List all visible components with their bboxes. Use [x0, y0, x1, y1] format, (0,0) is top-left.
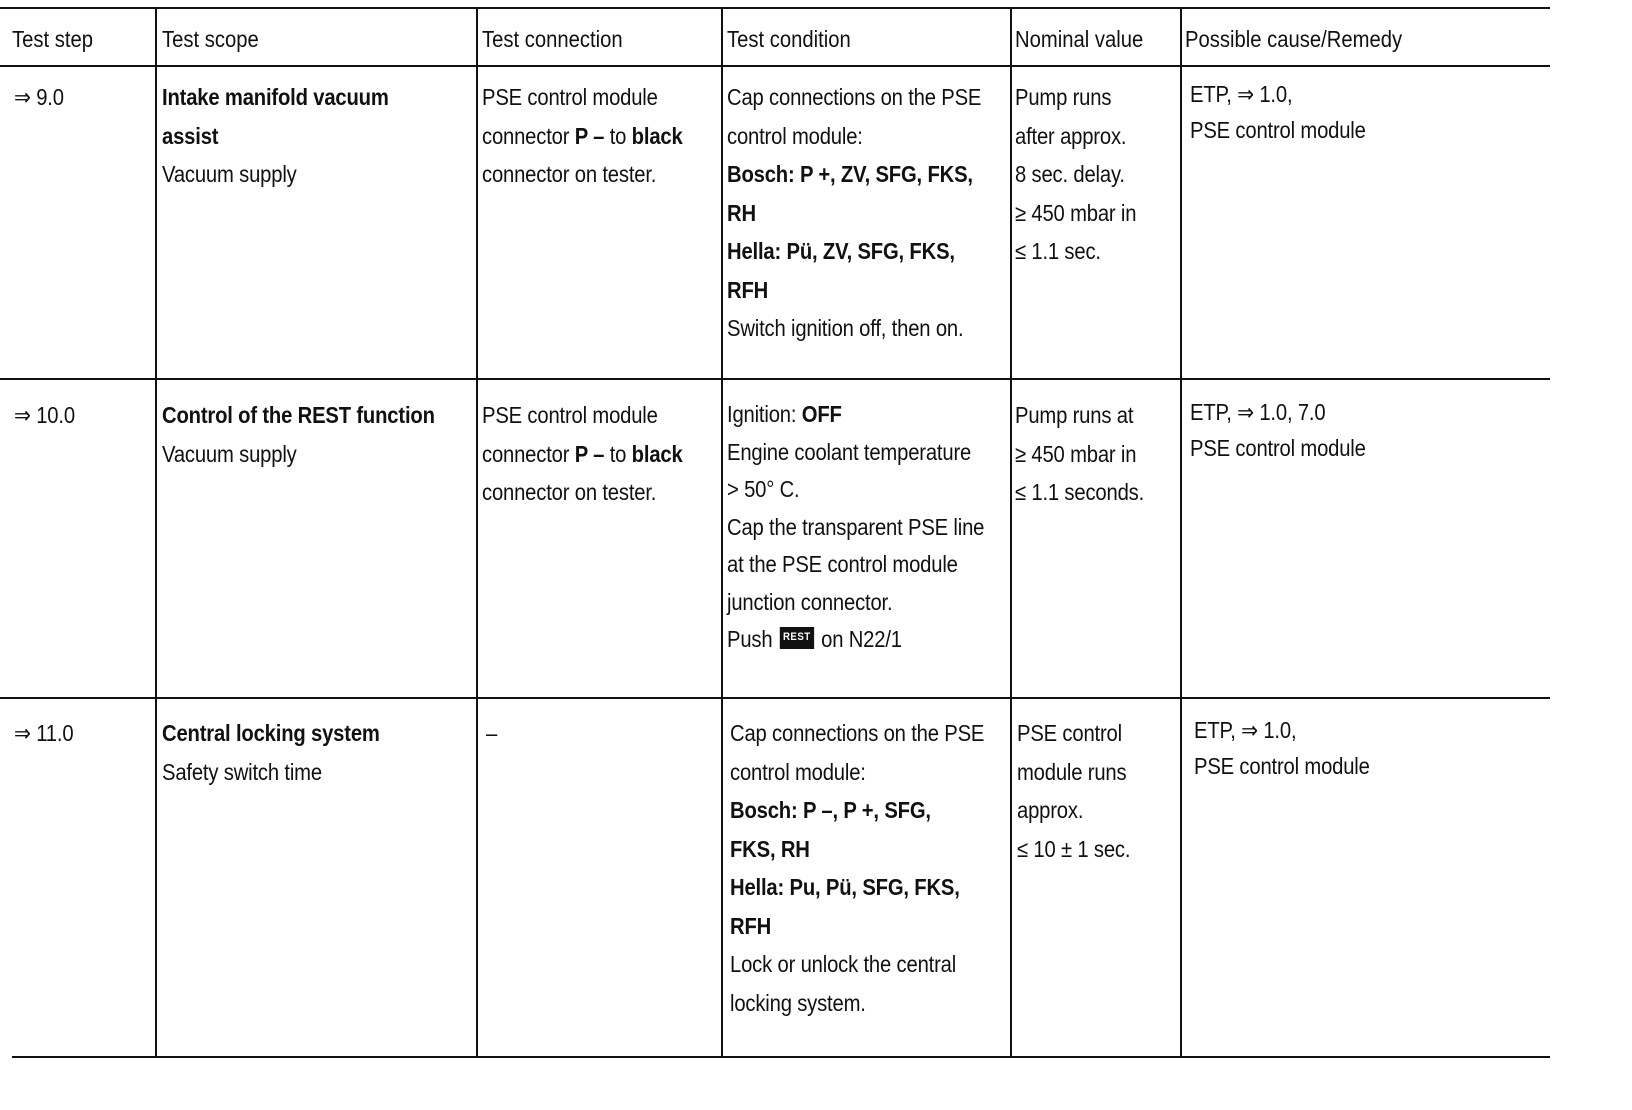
row-1-cond-4: RH — [727, 199, 756, 226]
row-3-cond-6: RFH — [730, 912, 772, 939]
header-remedy: Possible cause/Remedy — [1185, 26, 1403, 52]
row-3-rem-1: ETP, ⇒ 1.0, — [1194, 717, 1297, 743]
row-2-nominal — [1015, 396, 1144, 512]
row-1-bottom-rule — [0, 378, 1550, 380]
header-test-step: Test step — [12, 26, 94, 52]
row-1-scope — [162, 78, 389, 194]
header-test-condition: Test condition — [727, 26, 851, 52]
row-3-condition — [730, 714, 984, 1022]
row-1-nom-4: ≥ 450 mbar in — [1015, 199, 1137, 226]
row-2-connection — [482, 396, 683, 512]
row-1-conn-3: connector on tester. — [482, 161, 657, 187]
row-2-nom-1: Pump runs at — [1015, 402, 1134, 428]
row-3-cond-1: Cap connections on the PSE — [730, 720, 985, 746]
rest-key-icon: REST — [779, 627, 814, 649]
row-1-connection — [482, 78, 683, 194]
row-1-scope-title-2: assist — [162, 122, 219, 149]
row-2-cond-4: Cap the transparent PSE line — [727, 513, 985, 540]
row-3-nominal — [1017, 714, 1130, 868]
row-1-conn-2: connector P – to black — [482, 122, 683, 149]
row-2-cond-3: > 50° C. — [727, 476, 800, 502]
row-3-rem-2: PSE control module — [1194, 753, 1370, 779]
col-divider-3 — [721, 7, 723, 1058]
row-1-remedy — [1190, 76, 1366, 148]
row-2-conn-1: PSE control module — [482, 402, 658, 428]
row-3-scope-title-1: Central locking system — [162, 720, 380, 746]
row-3-step: ⇒ 11.0 — [14, 720, 74, 746]
row-2-conn-2: connector P – to black — [482, 440, 683, 467]
row-1-cond-7: Switch ignition off, then on. — [727, 315, 964, 341]
row-1-step: ⇒ 9.0 — [14, 84, 64, 110]
row-2-nom-2: ≥ 450 mbar in — [1015, 440, 1137, 467]
row-2-nom-3: ≤ 1.1 seconds. — [1015, 479, 1145, 505]
row-3-nom-3: approx. — [1017, 797, 1084, 823]
row-1-nom-1: Pump runs — [1015, 84, 1112, 110]
row-2-rem-1: ETP, ⇒ 1.0, 7.0 — [1190, 399, 1326, 425]
header-test-connection: Test connection — [482, 26, 623, 52]
row-3-cond-3: Bosch: P –, P +, SFG, — [730, 797, 931, 823]
row-3-cond-4: FKS, RH — [730, 835, 810, 862]
row-2-rem-2: PSE control module — [1190, 435, 1366, 461]
row-1-cond-3: Bosch: P +, ZV, SFG, FKS, — [727, 161, 973, 187]
row-2-bottom-rule — [0, 697, 1550, 699]
row-1-cond-1: Cap connections on the PSE — [727, 84, 982, 110]
col-divider-5 — [1180, 7, 1182, 1058]
row-3-remedy — [1194, 712, 1370, 784]
col-divider-4 — [1010, 7, 1012, 1058]
row-1-conn-1: PSE control module — [482, 84, 658, 110]
table-bottom-rule — [12, 1056, 1550, 1058]
row-3-cond-8: locking system. — [730, 989, 866, 1016]
row-1-nom-5: ≤ 1.1 sec. — [1015, 238, 1101, 264]
row-2-step: ⇒ 10.0 — [14, 402, 75, 428]
row-2-cond-7: Push REST on N22/1 — [727, 626, 902, 652]
header-nominal-value: Nominal value — [1015, 26, 1144, 52]
row-1-scope-title-1: Intake manifold vacuum — [162, 84, 389, 110]
row-1-cond-6: RFH — [727, 276, 769, 303]
row-2-cond-5: at the PSE control module — [727, 551, 958, 577]
row-3-conn-1: – — [486, 720, 498, 746]
col-divider-2 — [476, 7, 478, 1058]
col-divider-1 — [155, 7, 157, 1058]
header-bottom-rule — [0, 65, 1550, 67]
row-3-scope-sub: Safety switch time — [162, 758, 322, 785]
row-1-scope-sub: Vacuum supply — [162, 161, 297, 187]
header-test-scope: Test scope — [162, 26, 259, 52]
row-1-nom-2: after approx. — [1015, 122, 1127, 149]
row-3-cond-7: Lock or unlock the central — [730, 951, 957, 977]
row-1-rem-1: ETP, ⇒ 1.0, — [1190, 81, 1293, 107]
row-2-condition — [727, 396, 984, 659]
row-3-connection — [486, 714, 497, 753]
row-2-cond-6: junction connector. — [727, 588, 893, 615]
row-3-nom-2: module runs — [1017, 758, 1127, 785]
row-1-cond-5: Hella: Pü, ZV, SFG, FKS, — [727, 238, 955, 264]
row-2-scope-sub: Vacuum supply — [162, 440, 297, 467]
row-2-scope-title-1: Control of the REST function — [162, 402, 435, 428]
row-1-nominal — [1015, 78, 1136, 271]
row-2-conn-3: connector on tester. — [482, 479, 657, 505]
row-1-condition — [727, 78, 981, 348]
row-3-nom-1: PSE control — [1017, 720, 1122, 746]
row-3-cond-2: control module: — [730, 758, 866, 785]
row-1-nom-3: 8 sec. delay. — [1015, 161, 1125, 187]
row-3-scope — [162, 714, 380, 791]
table-top-rule — [0, 7, 1550, 9]
row-2-remedy — [1190, 394, 1366, 466]
row-1-rem-2: PSE control module — [1190, 117, 1366, 143]
row-2-cond-2: Engine coolant temperature — [727, 438, 972, 465]
row-1-cond-2: control module: — [727, 122, 863, 149]
row-2-cond-1: Ignition: OFF — [727, 401, 842, 427]
row-3-cond-5: Hella: Pu, Pü, SFG, FKS, — [730, 874, 960, 900]
row-2-scope — [162, 396, 435, 473]
row-3-nom-4: ≤ 10 ± 1 sec. — [1017, 835, 1131, 862]
